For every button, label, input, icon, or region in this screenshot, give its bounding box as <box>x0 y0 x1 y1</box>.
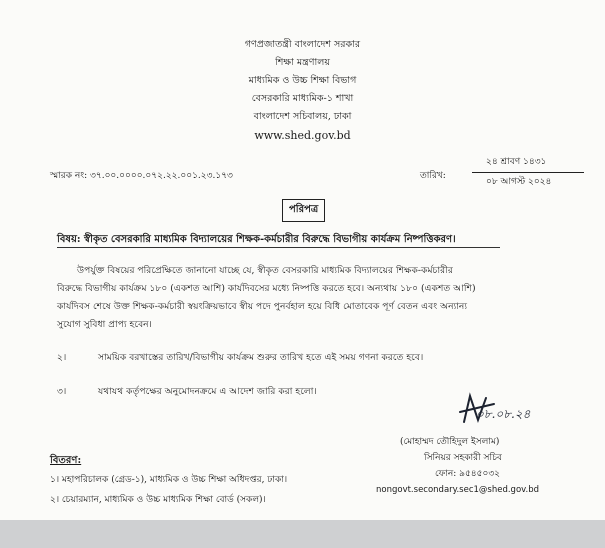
signatory-phone: ফোন: ৯৫৪৫০৩২ <box>435 469 501 479</box>
subject-line: বিষয়: স্বীকৃত বেসরকারি মাধ্যমিক বিদ্যালয়ের শিক্ষক-কর্মচারীর বিরুদ্ধে বিভাগীয় কার্যক্রম নিষ্পত্তিকরণ। <box>57 234 456 245</box>
handwritten-date: ০৮.০৮.২৪ <box>476 407 531 421</box>
document-title: পরিপত্র <box>282 199 325 222</box>
item-3-number: ৩। <box>57 386 67 397</box>
date-divider <box>472 172 584 173</box>
bottom-margin <box>0 520 605 548</box>
signatory-name: (মোহাম্মদ তৌহিদুল ইসলাম) <box>400 437 500 447</box>
date-bangla: ২৪ শ্রাবণ ১৪৩১ <box>486 157 547 167</box>
item-3-text: যথাযথ কর্তৃপক্ষের অনুমোদনক্রমে এ আদেশ জারি করা হলো। <box>98 386 317 397</box>
header-address: বাংলাদেশ সচিবালয়, ঢাকা <box>253 111 352 122</box>
memo-reference: স্মারক নং: ৩৭.০০.০০০০.০৭২.২২.০০১.২৩.১৭৩ <box>50 171 233 181</box>
distribution-item-1: ১। মহাপরিচালক (গ্রেড-১), মাধ্যমিক ও উচ্চ শিক্ষা অধিদপ্তর, ঢাকা। <box>50 475 288 485</box>
header-government: গণপ্রজাতন্ত্রী বাংলাদেশ সরকার <box>244 39 361 50</box>
paragraph-1-line-2: বিরুদ্ধে বিভাগীয় কার্যক্রম ১৮০ (একশত আশি) কার্যদিবসের মধ্যে নিষ্পত্তি করতে হবে। অন্যথায় ১৮০ (একশত আশি) <box>57 283 476 294</box>
paragraph-1-line-1: উপর্যুক্ত বিষয়ের পরিপ্রেক্ষিতে জানানো যাচ্ছে যে, স্বীকৃত বেসরকারি মাধ্যমিক বিদ্যালয়ের শিক্ষক-কর্মচারীর <box>77 265 453 276</box>
header-division: মাধ্যমিক ও উচ্চ শিক্ষা বিভাগ <box>248 75 357 86</box>
signatory-designation: সিনিয়র সহকারী সচিব <box>424 453 502 463</box>
date-english: ০৮ আগস্ট ২০২৪ <box>486 177 552 187</box>
header-website: www.shed.gov.bd <box>254 129 351 142</box>
distribution-item-2: ২। চেয়ারম্যান, মাধ্যমিক ও উচ্চ মাধ্যমিক শিক্ষা বোর্ড (সকল)। <box>50 495 266 505</box>
paragraph-1-line-3: কার্যদিবস শেষে উক্ত শিক্ষক-কর্মচারী স্বয়ংক্রিয়ভাবে স্বীয় পদে পুনর্বহাল হয়ে বিধি মোতাবেক পূর্ণ বেতন এবং অন্যান্য <box>57 301 468 312</box>
distribution-title: বিতরণ: <box>50 455 82 466</box>
signatory-email[interactable]: nongovt.secondary.sec1@shed.gov.bd <box>376 485 540 495</box>
header-ministry: শিক্ষা মন্ত্রণালয় <box>275 57 330 68</box>
item-2-number: ২। <box>57 352 67 363</box>
header-branch: বেসরকারি মাধ্যমিক-১ শাখা <box>251 93 354 104</box>
date-label: তারিখ: <box>420 171 446 181</box>
paragraph-1-line-4: সুযোগ সুবিধা প্রাপ্য হবেন। <box>57 319 152 330</box>
item-2-text: সাময়িক বরখাস্তের তারিখ/বিভাগীয় কার্যক্রম শুরুর তারিখ হতে এই সময় গণনা করতে হবে। <box>98 352 424 363</box>
subject-underline <box>57 247 500 248</box>
